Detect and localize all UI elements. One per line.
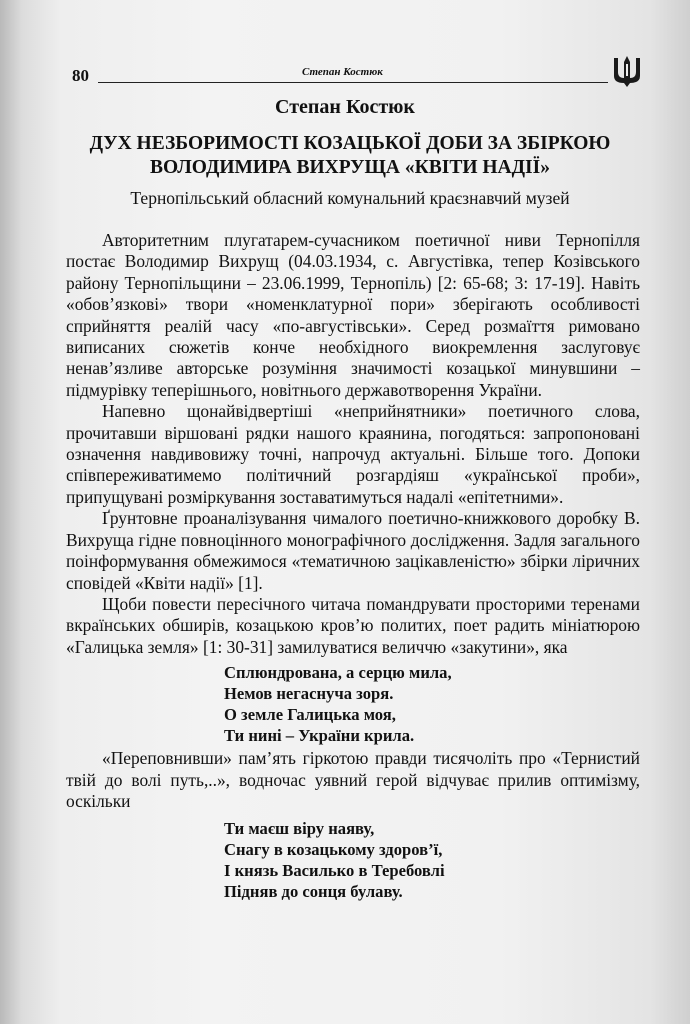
paragraph: Авторитетним плугатарем-сучасником поетичної ниви Тернопілля постає Володимир Вихрущ (04.03.1934, с. Августівка, тепер Козівського району Тернопільщини – 23.06.1999, Тернопіль) [2: 65-68; 3: 17-19]. Навіть «обов’язкові» твори «номенклатурної пори» зберігають особливості сприйняття реалій часу «по-августівськи». Серед розмаїття римовано виписаних сюжетів конче необхідного виокремлення заслуговує ненав’язливе авторське розуміння значимості козацької минувшини – підмурівку теперішнього, новітнього державотворення України. xyxy=(66,230,640,400)
verse-line: Немов негаснуча зоря. xyxy=(224,684,394,704)
header-rule xyxy=(98,82,608,83)
article-body xyxy=(66,230,640,902)
paragraph: Ґрунтовне проаналізування чималого поетично-книжкового доробку В. Вихруща гідне повноцінного монографічного дослідження. Задля загального поінформування обмежимося «тематичною зацікавленістю» збірки ліричних сповідей «Квіти надії» [1]. xyxy=(66,508,640,593)
verse-line: Підняв до сонця булаву. xyxy=(224,882,403,902)
poem-quote-1 xyxy=(224,662,640,746)
article-title: ДУХ НЕЗБОРИМОСТІ КОЗАЦЬКОЇ ДОБИ ЗА ЗБІРКОЮ ВОЛОДИМИРА ВИХРУЩА «КВІТИ НАДІЇ» xyxy=(89,133,611,178)
paragraph: Напевно щонайвідвертіші «неприйнятники» поетичного слова, прочитавши віршовані рядки нашого краянина, погодяться: запропоновані означення навдивовижу точні, напрочуд актуальні. Більше того. Допоки співпереживатимемо політичний розгардіяш «української проби», припущувані розміркування зоставатимуться надалі «епітетними». xyxy=(66,401,640,507)
verse-line: Снагу в козацькому здоров’ї, xyxy=(224,840,443,860)
page-number: 80 xyxy=(72,66,89,85)
verse-line: І князь Василько в Теребовлі xyxy=(224,861,445,881)
verse-line: Сплюндрована, а серцю мила, xyxy=(224,663,452,683)
paragraph: Щоби повести пересічного читача помандрувати просторими теренами вкраїнських обширів, козацькою кров’ю политих, поет радить мініатюрою «Галицька земля» [1: 30-31] замилуватися величчю «закутини», яка xyxy=(66,593,640,657)
paragraph: «Переповнивши» пам’ять гіркотою правди тисячоліть про «Тернистий твій до волі путь,..», водночас уявний герой відчуває прилив оптимізму, оскільки xyxy=(66,748,640,811)
running-title: Степан Костюк xyxy=(302,66,383,78)
poem-quote-2 xyxy=(224,818,640,902)
author-affiliation: Тернопільський обласний комунальний краєзнавчий музей xyxy=(130,188,570,208)
verse-line: О земле Галицька моя, xyxy=(224,705,396,725)
verse-line: Ти маєш віру наяву, xyxy=(224,819,375,839)
verse-line: Ти нині – України крила. xyxy=(224,726,415,746)
trident-icon xyxy=(612,54,642,88)
article-author: Степан Костюк xyxy=(275,96,415,118)
page-header xyxy=(72,62,642,90)
